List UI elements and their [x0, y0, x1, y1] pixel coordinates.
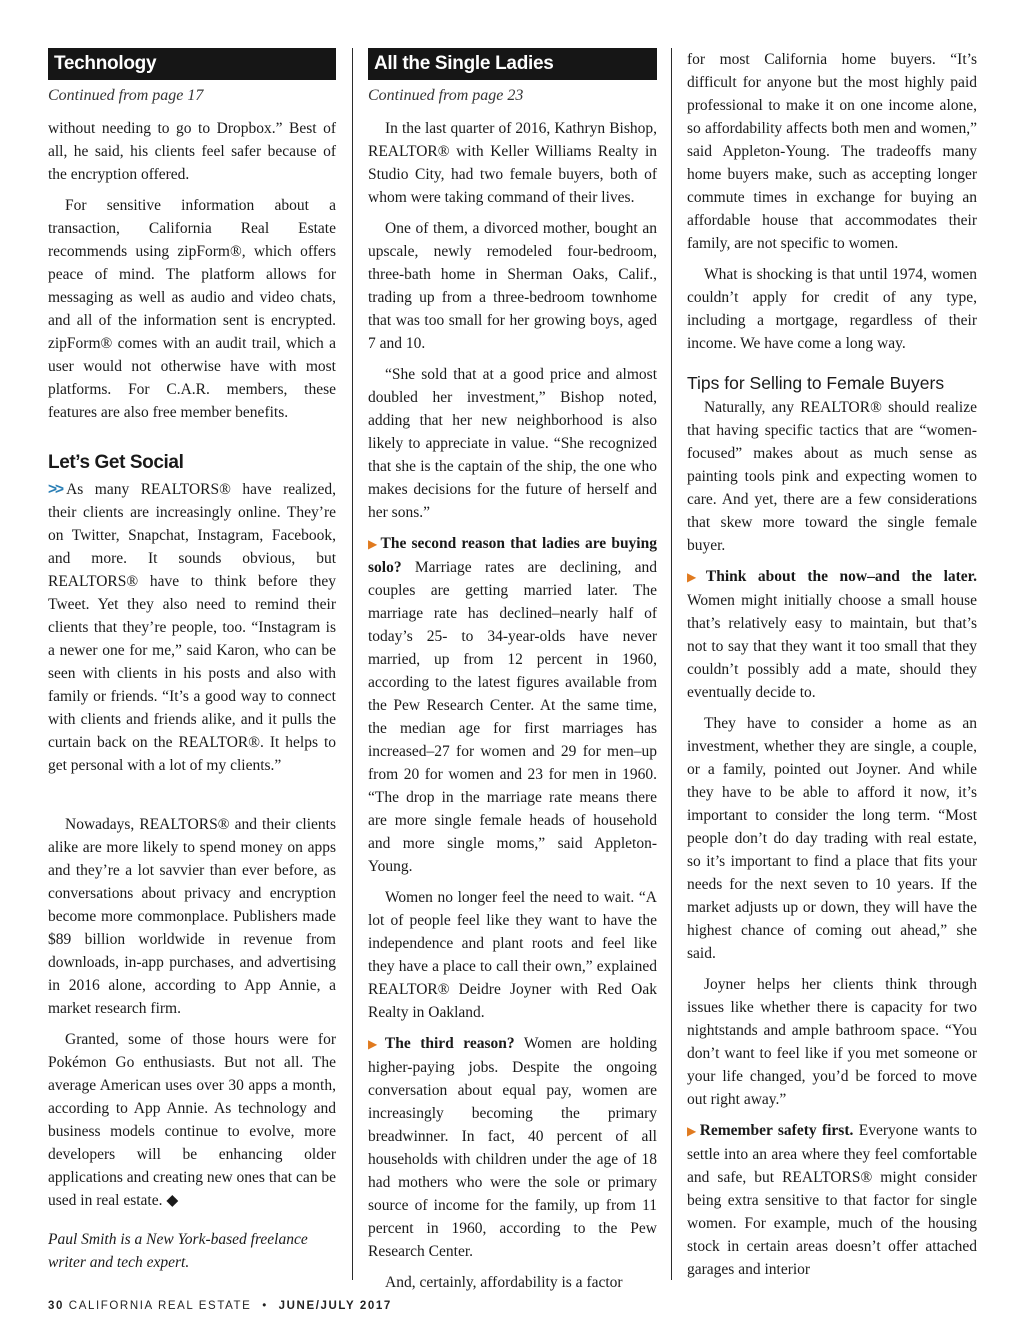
section-header-single-ladies: All the Single Ladies	[368, 48, 657, 80]
author-bio: Paul Smith is a New York-based freelance writer and tech expert.	[48, 1231, 308, 1271]
paragraph: They have to consider a home as an investment, whether they are single, a couple, or a family, pointed out Joyner. And while they have to be able to afford it now, it’s important to consider the long term. “Most people don’t do day trading with real estate, so it’s important to find a place that fits your needs for the next seven to 10 years. If the market adjusts up or down, they will have the highest chance of coming out ahead,” she said.	[687, 715, 977, 962]
paragraph: Joyner helps her clients think through issues like whether there is capacity for two nightstands and ample bathroom space. “You don’t want to feel like if you met someone or your life changed, you’d be forced to move out right away.”	[687, 976, 977, 1108]
paragraph: Women no longer feel the need to wait. “A lot of people feel like they want to have the independence and plant roots and feel like they have a place to call their own,” explained REALTOR® Deidre Joyner with Red Oak Realty in Oakland.	[368, 889, 657, 1021]
paragraph: And, certainly, affordability is a factor	[385, 1274, 623, 1291]
paragraph	[368, 532, 657, 878]
paragraph: Granted, some of those hours were for Pokémon Go enthusiasts. But not all. The average American uses over 30 apps a month, according to App Annie. As technology and business models continue to evolve, more developers will be enhancing older applications and creating new ones that can be used in real estate. ◆	[48, 1031, 336, 1209]
paragraph: Naturally, any REALTOR® should realize that having specific tactics that are “women-focused” makes about as much sense as painting tools pink and expecting women to care. And yet, there are a few considerations that skew more toward the single female buyer.	[687, 399, 977, 554]
subhead-lets-get-social: Let’s Get Social	[48, 452, 184, 473]
column-single-ladies	[368, 48, 657, 1302]
continued-note: Continued from page 23	[368, 87, 524, 104]
column-divider-2	[671, 48, 672, 1280]
spacer	[48, 785, 336, 813]
paragraph	[48, 478, 336, 777]
lead-in: The third reason?	[384, 1035, 515, 1052]
footer-bullet: •	[262, 1300, 268, 1312]
lead-in: Remember safety first.	[699, 1122, 854, 1139]
paragraph: What is shocking is that until 1974, women couldn’t apply for credit of any type, including a mortgage, regardless of their income. We have come a long way.	[687, 266, 977, 352]
triangle-bullet-icon: ▶	[368, 537, 379, 551]
page-number: 30	[48, 1300, 64, 1312]
paragraph: Nowadays, REALTORS® and their clients alike are more likely to spend money on apps and they’re a lot savvier than ever before, as conversations about privacy and encryption become more commonplace. Publishers made $89 billion worldwide in revenue from downloads, in-app purchases, and advertising in 2016 alone, according to App Annie, a market research firm.	[48, 816, 336, 1017]
column-divider-1	[352, 48, 353, 1280]
paragraph: One of them, a divorced mother, bought an upscale, newly remodeled four-bedroom, three-bath home in Sherman Oaks, Calif., trading up from a three-bedroom townhome that was too small for her growing boys, aged 7 and 10.	[368, 220, 657, 352]
paragraph-text: Women might initially choose a small house that’s relatively easy to maintain, but that’s not to say that they want it too small that they couldn’t possibly add a mate, should they eventually decide to.	[687, 592, 977, 701]
paragraph: In the last quarter of 2016, Kathryn Bishop, REALTOR® with Keller Williams Realty in Studio City, had two female buyers, both of whom were taking command of their lives.	[368, 120, 657, 206]
lead-in: The second reason that ladies are buying solo?	[368, 535, 657, 576]
triangle-bullet-icon: ▶	[687, 1124, 698, 1138]
triangle-bullet-icon: ▶	[368, 1037, 383, 1051]
paragraph: For sensitive information about a transaction, California Real Estate recommends using zipForm®, which offers peace of mind. The platform allows for messaging as well as audio and video chats, and all of the information sent is encrypted. zipForm® comes with an audit trail, which a user would not otherwise have with most platforms. For C.A.R. members, these features are also free member benefits.	[48, 197, 336, 421]
section-header-technology: Technology	[48, 48, 336, 80]
column-continuation	[687, 48, 977, 1289]
column-technology	[48, 48, 336, 1274]
subhead-tips: Tips for Selling to Female Buyers	[687, 373, 945, 393]
paragraph	[368, 1032, 657, 1263]
paragraph-text: Everyone wants to settle into an area where they feel comfortable and safe, but REALTORS® might consider being extra sensitive to that factor for single women. For example, much of the housing stock in certain areas doesn’t offer attached garages and interior	[687, 1122, 977, 1278]
paragraph	[687, 1119, 977, 1281]
paragraph-text: Women are holding higher-paying jobs. Despite the ongoing conversation about equal pay, women are increasingly becoming the primary breadwinner. In fact, 40 percent of all households with children under the age of 18 had mothers who were the sole or primary source of income for the family, up from 11 percent in 1960, according to the Pew Research Center.	[368, 1035, 657, 1260]
paragraph: without needing to go to Dropbox.” Best of all, he said, his clients feel safer because of the encryption offered.	[48, 120, 336, 183]
lead-in: Think about the now–and the later.	[705, 568, 977, 585]
paragraph-text: Marriage rates are declining, and couples are getting married later. The marriage rate has declined–nearly half of today’s 25- to 34-year-olds have never married, up from 12 percent in 1960, according to the latest figures available from the Pew Research Center. At the same time, the median age for first marriages has increased–27 for women and 29 for men–up from 20 for women and 23 for men in 1960. “The drop in the marriage rate means there are more single female heads of household and more single moms,” said Appleton-Young.	[368, 559, 657, 875]
page-footer	[48, 1300, 392, 1312]
paragraph: for most California home buyers. “It’s difficult for anyone but the most highly paid professional to make it on one income alone, so affordability affects both men and women,” said Appleton-Young. The tradeoffs many home buyers make, such as accepting longer commute times in exchange for buying an affordable house that accommodates their family, are not specific to women.	[687, 51, 977, 252]
triangle-bullet-icon: ▶	[687, 570, 704, 584]
paragraph	[687, 565, 977, 704]
paragraph-text: As many REALTORS® have realized, their clients are increasingly online. They’re on Twitter, Snapchat, Instagram, Facebook, and more. It sounds obvious, but REALTORS® have to think before they Tweet. Yet they also need to remind their clients that they’re people, too. “Instagram is a newer one for me,” said Karon, who can be seen with clients in his posts and also with family or friends. “It’s a good way to connect with clients and friends alike, and it pulls the curtain back on the REALTOR®. It helps to get personal with a lot of my clients.”	[48, 481, 336, 774]
issue-date: JUNE/JULY 2017	[278, 1300, 392, 1312]
continued-note: Continued from page 17	[48, 87, 204, 104]
paragraph: “She sold that at a good price and almost doubled her investment,” Bishop noted, adding that her new neighborhood is also likely to appreciate in value. “She recognized that she is the captain of the ship, the one who makes decisions for the future of herself and her sons.”	[368, 366, 657, 521]
publication-name: CALIFORNIA REAL ESTATE	[68, 1300, 252, 1312]
double-chevron-icon: >>	[48, 481, 63, 498]
